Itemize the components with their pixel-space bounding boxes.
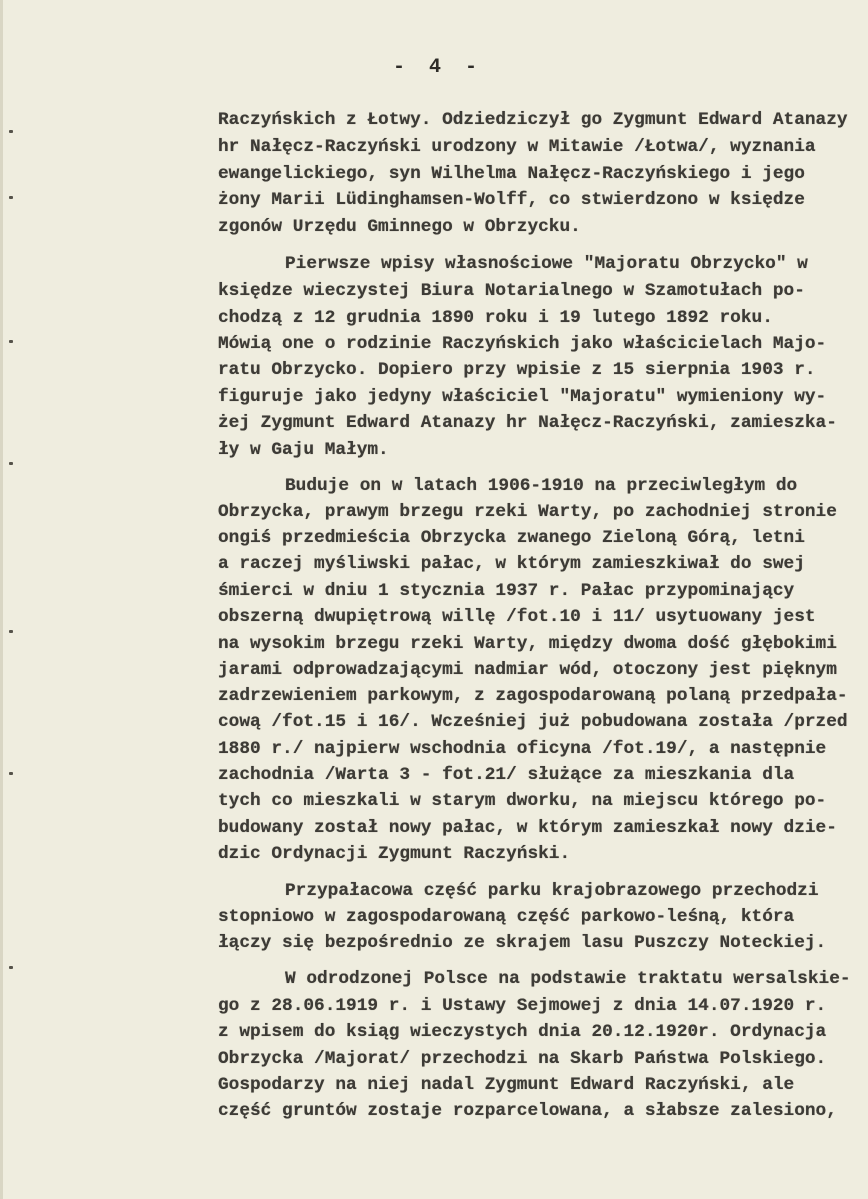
text-line: Obrzycka /Majorat/ przechodzi na Skarb Państwa Polskiego.: [218, 1049, 827, 1069]
margin-mark: [9, 130, 13, 133]
text-line: księdze wieczystej Biura Notarialnego w Szamotułach po-: [218, 281, 805, 301]
text-line: żej Zygmunt Edward Atanazy hr Nałęcz-Raczyński, zamieszka-: [218, 413, 837, 433]
text-line: Buduje on w latach 1906-1910 na przeciwległym do: [285, 476, 798, 496]
page-number: - 4 -: [393, 56, 484, 79]
text-line: Obrzycka, prawym brzegu rzeki Warty, po zachodniej stronie: [218, 502, 837, 522]
text-line: Przypałacowa część parku krajobrazowego przechodzi: [285, 881, 819, 901]
text-line: ratu Obrzycko. Dopiero przy wpisie z 15 sierpnia 1903 r.: [218, 360, 816, 380]
text-line: zadrzewieniem parkowym, z zagospodarowaną polaną przedpała-: [218, 686, 848, 706]
text-line: zachodnia /Warta 3 - fot.21/ służące za mieszkania dla: [218, 765, 795, 785]
margin-mark: [9, 462, 13, 465]
text-line: zgonów Urzędu Gminnego w Obrzycku.: [218, 217, 581, 237]
text-line: Pierwsze wpisy własnościowe "Majoratu Obrzycko" w: [285, 254, 808, 274]
text-line: W odrodzonej Polsce na podstawie traktatu wersalskie-: [285, 969, 851, 989]
text-line: na wysokim brzegu rzeki Warty, między dwoma dość głębokimi: [218, 634, 837, 654]
text-line: część gruntów zostaje rozparcelowana, a słabsze zalesiono,: [218, 1101, 837, 1121]
scan-edge: [0, 0, 3, 1199]
text-line: łączy się bezpośrednio ze skrajem lasu Puszczy Noteckiej.: [218, 933, 827, 953]
text-line: 1880 r./ najpierw wschodnia oficyna /fot.19/, a następnie: [218, 739, 827, 759]
margin-mark: [9, 966, 13, 969]
text-line: z wpisem do ksiąg wieczystych dnia 20.12.1920r. Ordynacja: [218, 1022, 827, 1042]
text-line: a raczej myśliwski pałac, w którym zamieszkiwał do swej: [218, 554, 805, 574]
text-line: tych co mieszkali w starym dworku, na miejscu którego po-: [218, 791, 827, 811]
text-line: budowany został nowy pałac, w którym zamieszkał nowy dzie-: [218, 818, 837, 838]
text-line: śmierci w dniu 1 stycznia 1937 r. Pałac przypominający: [218, 581, 795, 601]
text-line: jarami odprowadzającymi nadmiar wód, otoczony jest pięknym: [218, 660, 837, 680]
text-line: dzic Ordynacji Zygmunt Raczyński.: [218, 844, 571, 864]
margin-mark: [9, 340, 13, 343]
margin-mark: [9, 630, 13, 633]
text-line: ły w Gaju Małym.: [218, 440, 389, 460]
text-line: ongiś przedmieścia Obrzycka zwanego Zieloną Górą, letni: [218, 528, 805, 548]
text-line: obszerną dwupiętrową willę /fot.10 i 11/ usytuowany jest: [218, 607, 816, 627]
text-line: chodzą z 12 grudnia 1890 roku i 19 lutego 1892 roku.: [218, 308, 773, 328]
text-line: Raczyńskich z Łotwy. Odziedziczył go Zygmunt Edward Atanazy: [218, 110, 848, 130]
text-line: cową /fot.15 i 16/. Wcześniej już pobudowana została /przed: [218, 712, 848, 732]
text-line: ewangelickiego, syn Wilhelma Nałęcz-Raczyńskiego i jego: [218, 164, 805, 184]
margin-mark: [9, 772, 13, 775]
text-line: żony Marii Lüdinghamsen-Wolff, co stwierdzono w księdze: [218, 190, 805, 210]
text-line: figuruje jako jedyny właściciel "Majoratu" wymieniony wy-: [218, 387, 827, 407]
text-line: hr Nałęcz-Raczyński urodzony w Mitawie /Łotwa/, wyznania: [218, 137, 816, 157]
text-line: Mówią one o rodzinie Raczyńskich jako właścicielach Majo-: [218, 334, 827, 354]
text-line: stopniowo w zagospodarowaną część parkowo-leśną, która: [218, 907, 795, 927]
text-line: Gospodarzy na niej nadal Zygmunt Edward Raczyński, ale: [218, 1075, 795, 1095]
text-line: go z 28.06.1919 r. i Ustawy Sejmowej z dnia 14.07.1920 r.: [218, 996, 827, 1016]
margin-mark: [9, 196, 13, 199]
